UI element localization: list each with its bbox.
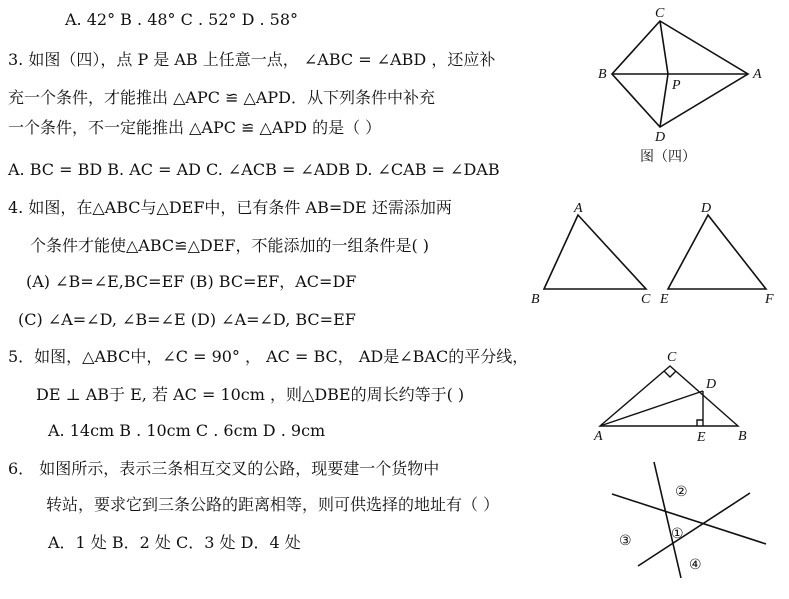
road-region-3: ③ <box>619 533 632 549</box>
kite-label-c: C <box>655 6 665 21</box>
triangle-abc <box>544 215 646 289</box>
tri-label-d: D <box>701 201 712 216</box>
figure-kite <box>612 21 748 127</box>
road-region-4: ④ <box>689 557 702 573</box>
kite-label-p: P <box>672 78 681 93</box>
q4-options-cd: (C) ∠A=∠D, ∠B=∠E (D) ∠A=∠D, BC=EF <box>18 310 356 329</box>
road-3 <box>638 493 750 566</box>
q6-line1: 6． 如图所示，表示三条相互交叉的公路，现要建一个货物中 <box>8 459 440 478</box>
road-2 <box>612 494 766 544</box>
tri-label-c: C <box>641 292 651 307</box>
q6-line2: 转站，要求它到三条公路的距离相等，则可供选择的地址有（ ） <box>46 495 500 514</box>
triangle-abc-right <box>600 366 738 426</box>
kite-segment-pd <box>660 74 668 127</box>
q4-line1: 4. 如图，在△ABC与△DEF中，已有条件 AB=DE 还需添加两 <box>8 198 452 217</box>
tri-label-e: E <box>660 292 669 307</box>
q3-options: A. BC = BD B. AC = AD C. ∠ACB = ∠ADB D. ∠CAB = ∠DAB <box>8 160 500 179</box>
road-region-1: ① <box>671 526 684 542</box>
q6-options: A．1 处 B．2 处 C．3 处 D．4 处 <box>48 533 301 552</box>
kite-label-b: B <box>598 67 607 82</box>
q3-line1: 3. 如图（四），点 P 是 AB 上任意一点， ∠ABC = ∠ABD ，还应补 <box>8 50 496 69</box>
tri-label-f: F <box>765 292 774 307</box>
q2-options: A. 42° B . 48° C . 52° D . 58° <box>65 10 299 29</box>
q4-options-ab: (A) ∠B=∠E,BC=EF (B) BC=EF，AC=DF <box>26 272 357 291</box>
kite-segment-cp <box>660 21 668 74</box>
rt-label-d: D <box>706 377 717 392</box>
kite-caption: 图（四） <box>640 149 696 165</box>
rt-label-a: A <box>594 429 603 444</box>
q3-line3: 一个条件，不一定能推出 △APC ≌ △APD 的是（ ） <box>8 118 382 137</box>
right-angle-mark-e <box>697 420 703 426</box>
road-1 <box>654 462 681 578</box>
triangle-def <box>668 215 766 289</box>
q4-line2: 个条件才能使△ABC≌△DEF，不能添加的一组条件是( ) <box>30 236 430 255</box>
q3-line2: 充一个条件，才能推出 △APC ≌ △APD．从下列条件中补充 <box>8 88 435 107</box>
tri-label-b: B <box>531 292 540 307</box>
right-angle-mark-c <box>664 371 676 377</box>
kite-label-a: A <box>753 67 762 82</box>
kite-label-d: D <box>655 130 666 145</box>
figure-right-triangle <box>600 366 738 426</box>
q5-options: A. 14cm B . 10cm C . 6cm D . 9cm <box>48 421 326 440</box>
figure-triangles <box>544 215 766 289</box>
rt-label-e: E <box>697 430 706 445</box>
tri-label-a: A <box>574 201 583 216</box>
rt-label-b: B <box>738 429 747 444</box>
rt-label-c: C <box>667 350 677 365</box>
road-region-2: ② <box>675 484 688 500</box>
bisector-ad <box>600 391 703 426</box>
q5-line1: 5．如图，△ABC中，∠C = 90° ， AC = BC， AD是∠BAC的平分线， <box>8 347 529 366</box>
q5-line2: DE ⊥ AB于 E, 若 AC = 10cm ，则△DBE的周长约等于( ) <box>36 385 465 404</box>
